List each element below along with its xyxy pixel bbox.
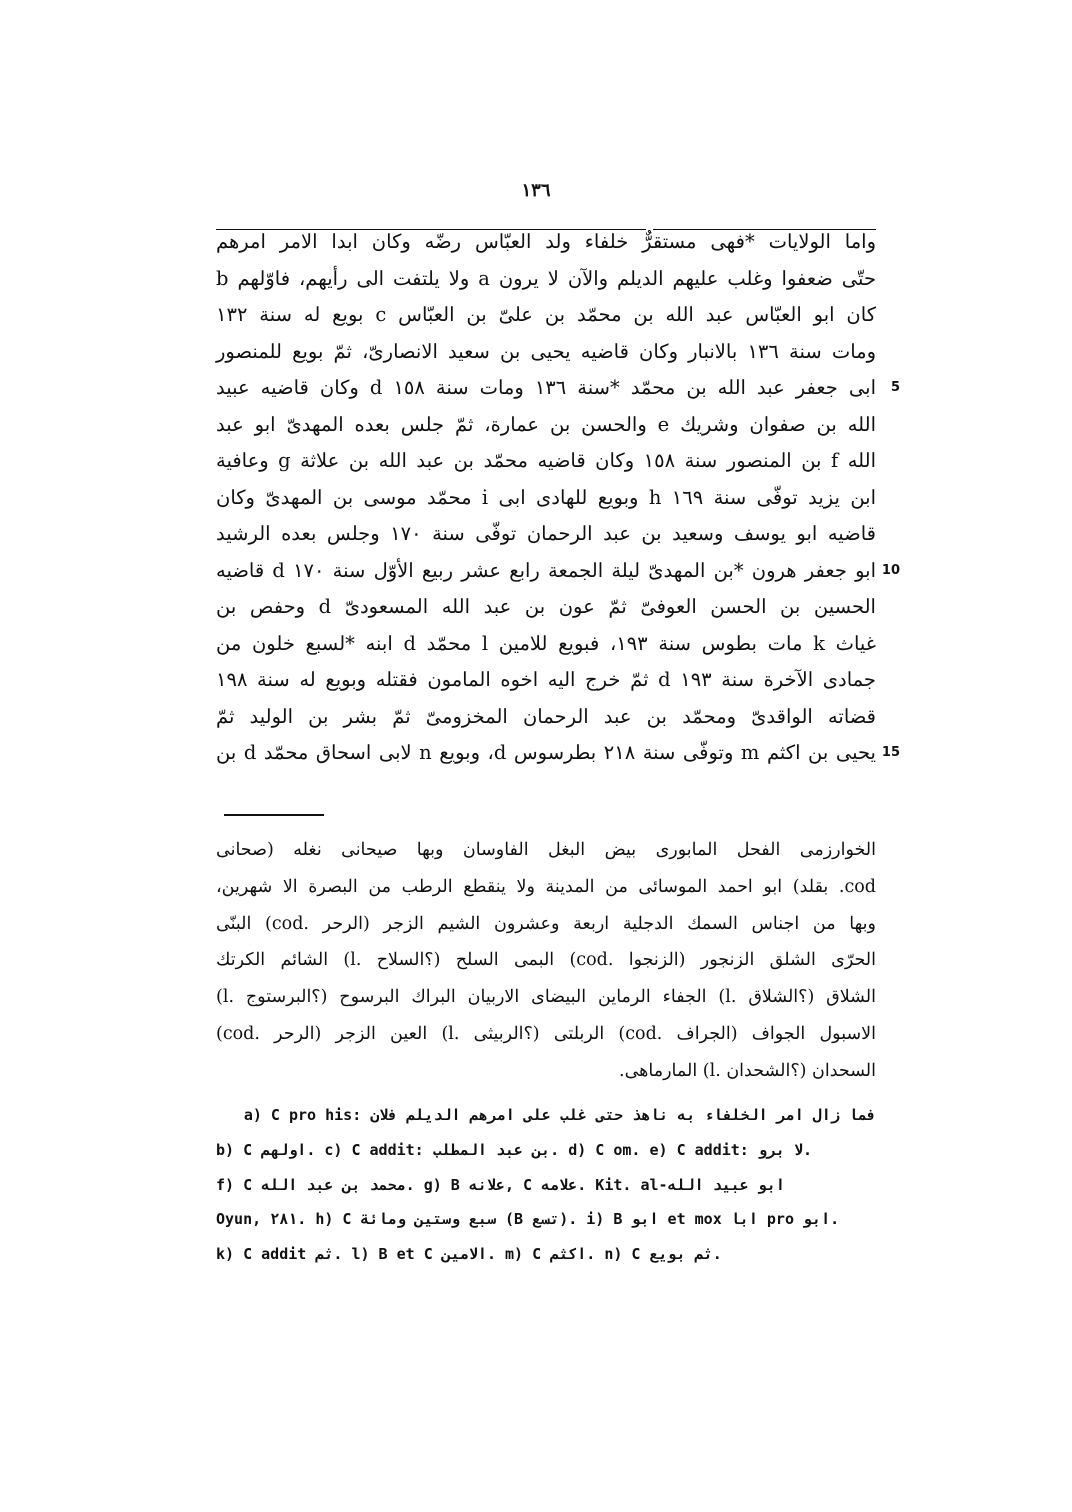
main-text-line [216,626,876,663]
footnote-line: f) C محمد بن عبد الله. g) B علانه, C علامه. Kit. al-ابو عبيد الله [216,1175,785,1194]
line-text: كان ابو العبّاس عبد الله بن محمّد بن علىّ بن العبّاس c بويع له سنة ١٣٢ [216,303,876,326]
footnotes-block [216,1098,876,1272]
line-text: الله بن صفوان وشريك e والحسن بن عمارة، ثمّ جلس بعده المهدىّ ابو عبد [216,412,876,436]
footnote-divider [224,814,324,816]
main-text-line [216,735,900,772]
footnote-line: b) C اولهم. c) C addit: بن عبد المطلب. d) C om. e) C addit: لا برو. [216,1140,813,1159]
line-text: الحسين بن الحسن العوفىّ ثمّ عون بن عبد الله المسعودىّ d وحفص بن [216,595,876,618]
variant-note-line: السحدان (؟الشحدان .l) المارماهى. [619,1060,876,1081]
variant-note-line: الحرّى الشلق الزنجور (الزنجوا .cod) البمى السلح (؟السلاح .l) الشائم الكرتك [216,950,876,971]
main-text-line [216,480,876,517]
footnote-line: Oyun, ٢٨١. h) C سبع وستين ومائة (B تسع). i) B ابو et mox ابا pro ابو. [216,1210,840,1229]
variant-note-line: الخوارزمى الفحل المابورى بيض البغل الفاوسان وبها صيحانى نغله (صحانى [216,840,876,860]
main-text-line [216,407,876,444]
main-text-line [216,662,876,699]
footnote-line: a) C pro his: فما زال امر الخلفاء به ناهذ حتى غلب على امرهم الديلم فلان [243,1106,876,1124]
main-text-line [216,699,876,736]
main-text-line [216,443,876,480]
line-text: قضاته الواقدىّ ومحمّد بن عبد الرحمان المخزومىّ ثمّ بشر بن الوليد ثمّ [216,704,876,728]
main-text-line [216,261,876,298]
line-text: الله f بن المنصور سنة ١٥٨ وكان قاضيه محمّد بن عبد الله بن علاثة g وعافية [216,449,877,472]
variant-note-line: وبها من اجناس السمك الدجلية اربعة وعشرون الشيم الزجر (الرحر .cod) البنّى [216,913,877,934]
variant-notes-block [216,832,876,1090]
footnote-line: k) C addit ثم. l) B et C الامين. m) C اكثم. n) C ثم بويع. [216,1245,722,1264]
line-text: ابن يزيد توفّى سنة ١٦٩ h وبويع للهادى ابى i محمّد موسى بن المهدىّ وكان [216,485,877,509]
line-text: ابو جعفر هرون *بن المهدىّ ليلة الجمعة رابع عشر ربيع الأوّل سنة ١٧٠ d قاضيه [216,558,876,582]
variant-note-line: الشلاق (؟الشلاق .l) الجفاء الرماين البيضاى الاربيان البراك البرسوح (؟البرستوج .l) [216,987,876,1008]
line-text: واما الولايات *فهى مستقرٌّ خلفاء ولد العبّاس رضّه وكان ابدا الامر امرهم [216,230,876,253]
line-text: غياث k مات بطوس سنة ١٩٣، فبويع للامين l محمّد d ابنه *لسبع خلون من [216,631,876,655]
page-number: ١٣٦ [521,180,551,201]
main-text-line [216,334,876,371]
line-text: ابى جعفر عبد الله بن محمّد *سنة ١٣٦ ومات سنة ١٥٨ d وكان قاضيه عبيد [216,376,877,399]
line-number: 10 [881,562,900,578]
line-text: قاضيه ابو يوسف وسعيد بن عبد الرحمان توفّى سنة ١٧٠ وجلس بعده الرشيد [216,522,876,545]
variant-note-line: cod. بقلد) ابو احمد الموسائى من المدينة ولا ينقطع الرطب من البصرة الا شهرين، [216,876,876,897]
main-text-block [216,224,900,772]
line-text: ومات سنة ١٣٦ بالانبار وكان قاضيه يحيى بن سعيد الانصارىّ، ثمّ بويع للمنصور [216,339,876,363]
line-number: 15 [881,745,900,760]
line-text: جمادى الآخرة سنة ١٩٣ d ثمّ خرج اليه اخوه المامون فقتله وبويع له سنة ١٩٨ [216,668,876,691]
line-text: يحيى بن اكثم m وتوفّى سنة ٢١٨ بطرسوس d، وبويع n لابى اسحاق محمّد d بن [216,741,876,764]
main-text-line [216,589,876,626]
main-text-line [216,370,900,407]
main-text-line [216,553,900,590]
main-text-line [216,224,876,261]
variant-note-line: الاسبول الجواف (الجراف .cod) الربلتى (؟الربيثى .l) العين الزجر (الرحر .cod) [216,1023,877,1044]
main-text-line [216,297,876,334]
main-text-line [216,516,876,553]
line-text: حتّى ضعفوا وغلب عليهم الديلم والآن لا يرون a ولا يلتفت الى رأيهم، فاوّلهم b [216,266,876,290]
line-number: 5 [890,380,900,395]
